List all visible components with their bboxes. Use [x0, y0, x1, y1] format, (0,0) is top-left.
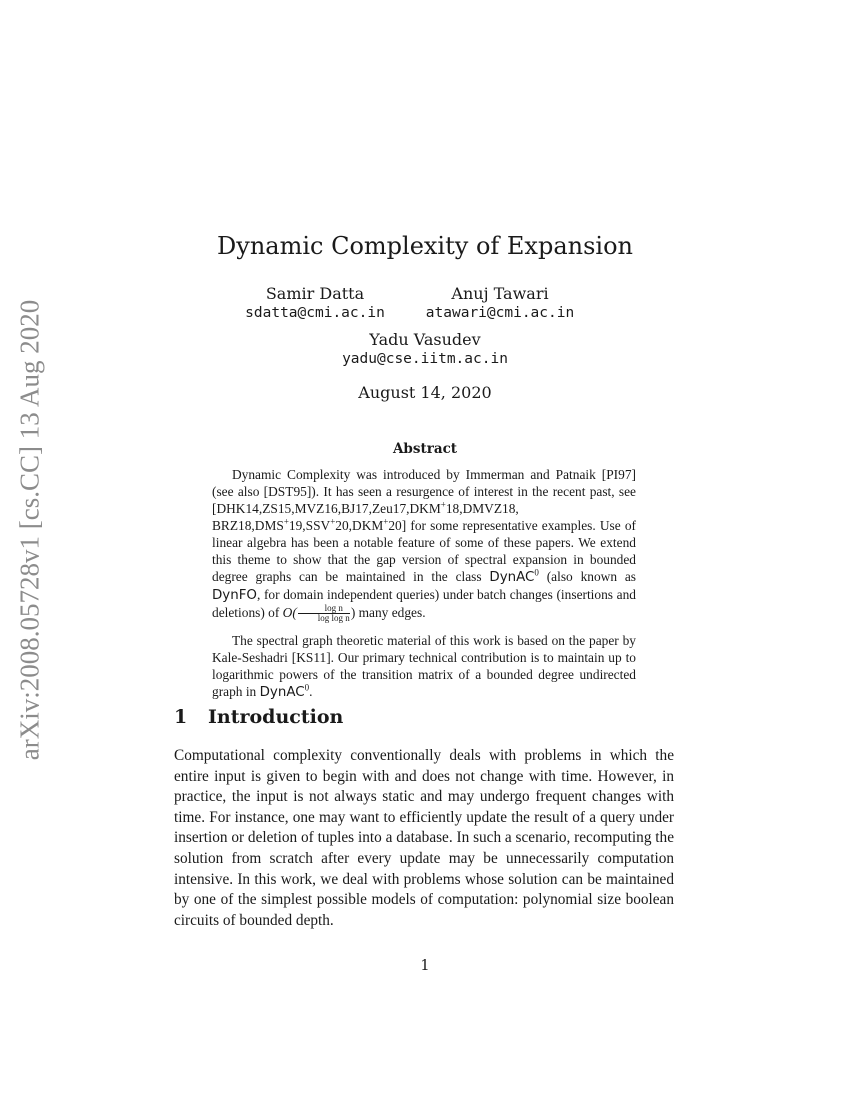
author-email: sdatta@cmi.ac.in: [245, 305, 385, 321]
section-number: 1: [174, 706, 188, 728]
author-email: atawari@cmi.ac.in: [425, 305, 575, 321]
author-block-3: [0, 330, 850, 367]
author-name: Anuj Tawari: [451, 284, 549, 303]
section-heading: [174, 706, 343, 728]
abstract-paragraph-1: Dynamic Complexity was introduced by Immerman and Patnaik [PI97] (see also [DST95]). It has seen a resurgence of interest in the recent past, see [DHK14,ZS15,MVZ16,BJ17,Zeu17,DKM+18,DMVZ18, BRZ18,DMS+19,SSV+20,DKM+20] for some representative examples. Use of linear algebra has been a notable feature of some of these papers. We extend this theme to show that the gap version of spectral expansion in bounded degree graphs can be maintained in the class DynAC$^0$ (also known as DynFO, for domain independent queries) under batch changes (insertions and deletions) of O( $\frac{\text{log n}}{\text{log log n}}$ ) many edges.: [212, 467, 636, 624]
log-fraction: $\frac{\text{log n}}{\text{log log n}}$: [298, 604, 350, 623]
page-number: 1: [420, 958, 430, 974]
author-block-2: [400, 284, 600, 321]
complexity-class: DynAC: [259, 685, 305, 700]
author-name: Samir Datta: [265, 284, 365, 303]
section-title: Introduction: [208, 706, 344, 728]
arxiv-id: arXiv:2008.05728v1 [cs.CC] 13 Aug 2020: [14, 299, 45, 761]
complexity-class: DynFO: [212, 588, 257, 603]
intro-paragraph: Computational complexity conventionally deals with problems in which the entire input is given to begin with and does not change with time. However, in practice, the input is not always static and may undergo frequent changes with time. For instance, one may want to efficiently update the result of a query under insertion or deletion of tuples into a database. In such a scenario, recomputing the solution from scratch after every update may be unnecessarily computation intensive. In this work, we deal with problems whose solution can be maintained by one of the simplest possible models of computation: polynomial size boolean circuits of bounded depth.: [174, 747, 674, 929]
abstract-paragraph-2: The spectral graph theoretic material of this work is based on the paper by Kale-Seshadri [KS11]. Our primary technical contribution is to maintain up to logarithmic powers of the transition matrix of a bounded degree undirected graph in DynAC$^0$.: [212, 633, 636, 700]
author-block-1: [215, 284, 415, 321]
author-email: yadu@cse.iitm.ac.in: [342, 351, 508, 367]
complexity-class: DynAC: [489, 570, 535, 585]
paper-date: August 14, 2020: [358, 383, 492, 402]
abstract-heading: Abstract: [392, 441, 458, 457]
arxiv-stamp: [0, 0, 70, 1100]
paper-title: Dynamic Complexity of Expansion: [217, 232, 633, 260]
author-name: Yadu Vasudev: [369, 330, 481, 349]
